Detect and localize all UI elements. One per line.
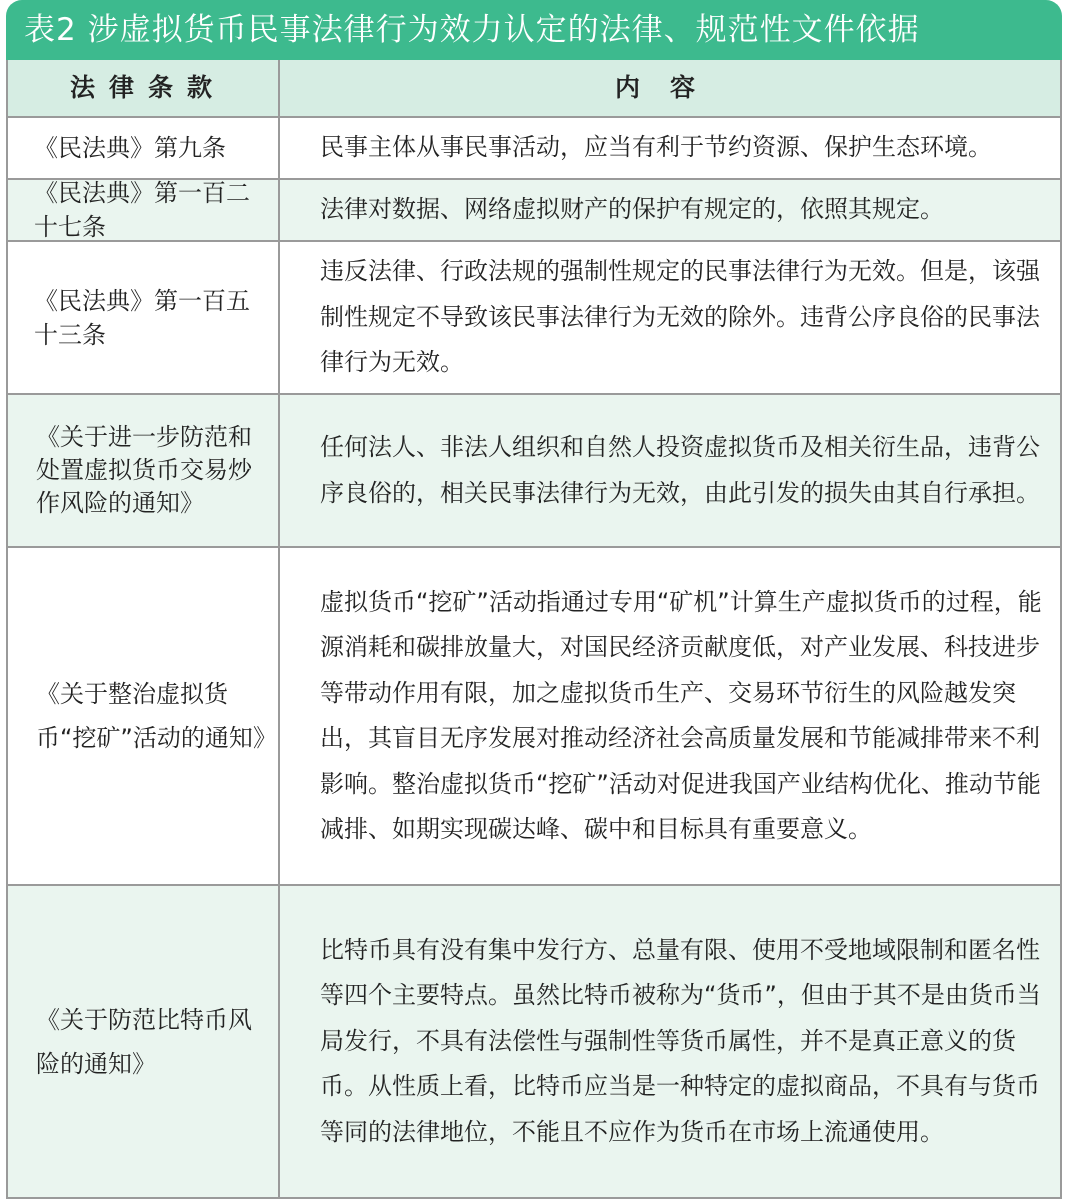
table-row xyxy=(6,242,1062,395)
content-text: 法律对数据、网络虚拟财产的保护有规定的，依照其规定。 xyxy=(320,195,944,224)
regulation-table xyxy=(6,0,1062,1199)
table-row xyxy=(6,886,1062,1199)
clause-text: 《关于防范比特币风险的通知》 xyxy=(36,1005,252,1078)
header-clause: 法律条款 xyxy=(8,60,280,116)
table-row xyxy=(6,548,1062,886)
clause-cell xyxy=(8,180,280,240)
clause-cell xyxy=(8,395,280,546)
content-cell xyxy=(280,118,1060,178)
content-text: 任何法人、非法人组织和自然人投资虚拟货币及相关衍生品，违背公序良俗的，相关民事法律行为无效，由此引发的损失由其自行承担。 xyxy=(320,433,1040,507)
content-text: 虚拟货币“挖矿”活动指通过专用“矿机”计算生产虚拟货币的过程，能源消耗和碳排放量大，对国民经济贡献度低，对产业发展、科技进步等带动作用有限，加之虚拟货币生产、交易环节衍生的风险越发突出，其盲目无序发展对推动经济社会高质量发展和节能减排带来不利影响。整治虚拟货币“挖矿”活动对促进我国产业结构优化、推动节能减排、如期实现碳达峰、碳中和目标具有重要意义。 xyxy=(320,587,1042,843)
clause-cell xyxy=(8,118,280,178)
content-cell xyxy=(280,180,1060,240)
header-content: 内容 xyxy=(614,73,725,103)
clause-text: 《关于整治虚拟货币“挖矿”活动的通知》 xyxy=(36,680,277,752)
clause-text: 《民法典》第一百五十三条 xyxy=(34,286,250,349)
content-cell xyxy=(280,395,1060,546)
content-cell xyxy=(280,242,1060,393)
content-cell xyxy=(280,886,1060,1197)
clause-cell xyxy=(8,886,280,1197)
table-row xyxy=(6,180,1062,242)
content-text: 民事主体从事民事活动，应当有利于节约资源、保护生态环境。 xyxy=(320,133,992,162)
clause-text: 《关于进一步防范和处置虚拟货币交易炒作风险的通知》 xyxy=(36,423,252,517)
clause-cell xyxy=(8,548,280,884)
content-text: 违反法律、行政法规的强制性规定的民事法律行为无效。但是，该强制性规定不导致该民事法律行为无效的除外。违背公序良俗的民事法律行为无效。 xyxy=(320,257,1040,377)
table-title: 表2 涉虚拟货币民事法律行为效力认定的法律、规范性文件依据 xyxy=(6,0,1062,60)
content-cell xyxy=(280,548,1060,884)
clause-text: 《民法典》第九条 xyxy=(34,134,226,162)
table-header-row xyxy=(6,60,1062,118)
table-row xyxy=(6,395,1062,548)
table-row xyxy=(6,118,1062,180)
clause-text: 《民法典》第一百二十七条 xyxy=(34,179,250,241)
clause-cell xyxy=(8,242,280,393)
content-text: 比特币具有没有集中发行方、总量有限、使用不受地域限制和匿名性等四个主要特点。虽然比特币被称为“货币”，但由于其不是由货币当局发行，不具有法偿性与强制性等货币属性，并不是真正意义的货币。从性质上看，比特币应当是一种特定的虚拟商品，不具有与货币等同的法律地位，不能且不应作为货币在市场上流通使用。 xyxy=(320,935,1041,1146)
